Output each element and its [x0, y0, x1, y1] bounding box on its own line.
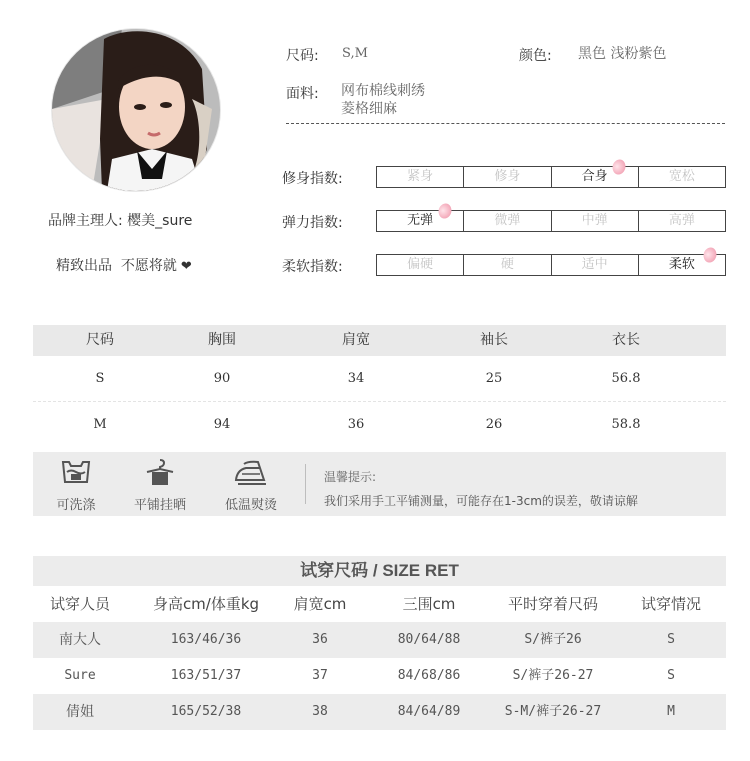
table-cell: 26: [485, 417, 503, 432]
softness-index-scale: [376, 254, 726, 276]
brand-manager: [48, 210, 192, 230]
care-instructions: [33, 452, 726, 516]
care-item-hang-dry: [120, 458, 200, 513]
table-cell: 84/68/86: [397, 668, 461, 683]
fabric-label: 面料:: [286, 86, 319, 102]
header-cell: 肩宽cm: [293, 595, 347, 613]
table-cell: S: [667, 668, 675, 683]
stretch-index-scale: [376, 210, 726, 232]
fabric-line-1: 网布棉线刺绣: [341, 83, 425, 99]
header-cell: 试穿人员: [49, 595, 110, 613]
tip-text: 我们采用手工平铺测量，可能存在1-3cm的误差，敬请谅解: [324, 494, 638, 508]
header-cell: 肩宽: [342, 332, 370, 348]
softness-index-option-selected: 柔软: [639, 255, 725, 275]
table-row: [33, 356, 726, 402]
petal-marker-icon: [700, 245, 719, 264]
table-row: [33, 694, 726, 730]
fit-index-option: 紧身: [377, 167, 464, 187]
table-cell: M: [667, 704, 675, 719]
avatar-photo: [52, 29, 220, 191]
size-label: 尺码:: [286, 48, 319, 64]
petal-marker-icon: [609, 157, 628, 176]
table-cell: 南大人: [59, 632, 101, 648]
softness-index-option: 偏硬: [377, 255, 464, 275]
size-table: [33, 325, 726, 448]
table-row: [33, 658, 726, 694]
table-cell: 165/52/38: [170, 704, 242, 719]
care-item-low-iron: [211, 458, 291, 513]
table-cell: S: [95, 371, 105, 386]
table-cell: S/裤子26-27: [512, 668, 594, 683]
divider: [286, 123, 725, 124]
brand-manager-label: 品牌主理人:: [48, 213, 123, 229]
table-row: [33, 622, 726, 658]
header-cell: 尺码: [86, 332, 114, 348]
table-cell: 56.8: [611, 371, 641, 386]
table-cell: 80/64/88: [397, 632, 461, 647]
table-cell: 37: [312, 668, 328, 683]
fabric-line-2: 菱格细麻: [341, 101, 397, 117]
table-cell: S/裤子26: [524, 632, 582, 647]
table-cell: 36: [312, 632, 328, 647]
tip-title: 温馨提示:: [324, 470, 377, 484]
fit-index-label: 修身指数:: [282, 171, 343, 187]
header-cell: 试穿情况: [640, 595, 701, 613]
try-on-table: [33, 586, 726, 730]
header-cell: 平时穿着尺码: [507, 595, 598, 613]
iron-icon: [234, 458, 268, 486]
table-cell: 34: [347, 371, 365, 386]
softness-index-option: 适中: [552, 255, 639, 275]
table-cell: 163/46/36: [170, 632, 242, 647]
stretch-index-option: 中弹: [552, 211, 639, 231]
table-cell: S: [667, 632, 675, 647]
washing-icon: [59, 458, 93, 486]
care-label: 低温熨烫: [224, 498, 277, 513]
hanger-icon: [143, 458, 177, 486]
care-item-washable: [36, 458, 116, 513]
fit-index-option: 宽松: [668, 169, 695, 184]
table-cell: 163/51/37: [170, 668, 242, 683]
brand-manager-name: 樱美_sure: [127, 213, 193, 229]
try-on-title: 试穿尺码 / SIZE RET: [33, 556, 726, 586]
table-row: [33, 402, 726, 448]
size-value: S,M: [342, 46, 368, 61]
stretch-index-option: 高弹: [668, 213, 695, 228]
table-cell: 58.8: [611, 417, 641, 432]
header-cell: 身高cm/体重kg: [152, 595, 260, 613]
header-cell: 衣长: [612, 332, 640, 348]
header-cell: 三围cm: [402, 595, 456, 613]
softness-index-label: 柔软指数:: [282, 259, 343, 275]
table-cell: Sure: [64, 668, 96, 683]
table-cell: S-M/裤子26-27: [504, 704, 602, 719]
try-on-header: [33, 586, 726, 622]
color-label: 颜色:: [519, 48, 552, 64]
heart-icon: ❤: [180, 259, 192, 274]
avatar: [52, 29, 220, 191]
stretch-index-option-selected: 无弹: [377, 211, 464, 231]
header-cell: 胸围: [208, 332, 236, 348]
tagline-text: 精致出品 不愿将就: [56, 258, 177, 274]
header-cell: 袖长: [480, 332, 508, 348]
care-label: 可洗涤: [56, 498, 96, 513]
size-table-header: [33, 325, 726, 356]
table-cell: 38: [312, 704, 328, 719]
table-cell: 84/64/89: [397, 704, 461, 719]
care-label: 平铺挂晒: [133, 498, 186, 513]
table-cell: 倩姐: [66, 704, 94, 720]
table-cell: M: [93, 417, 107, 432]
stretch-index-label: 弹力指数:: [282, 215, 343, 231]
table-cell: 36: [347, 417, 365, 432]
petal-marker-icon: [435, 201, 454, 220]
fit-index-option-selected: 合身: [552, 167, 639, 187]
table-cell: 90: [213, 371, 231, 386]
fabric-value: [341, 82, 425, 118]
color-value: 黑色 浅粉紫色: [578, 46, 667, 62]
table-cell: 25: [485, 371, 503, 386]
fit-index-scale: [376, 166, 726, 188]
fit-index-option: 修身: [464, 167, 551, 187]
stretch-index-option: 微弹: [464, 211, 551, 231]
table-cell: 94: [213, 417, 231, 432]
tagline: [56, 255, 192, 275]
softness-index-option: 硬: [464, 255, 551, 275]
divider: [305, 464, 306, 504]
